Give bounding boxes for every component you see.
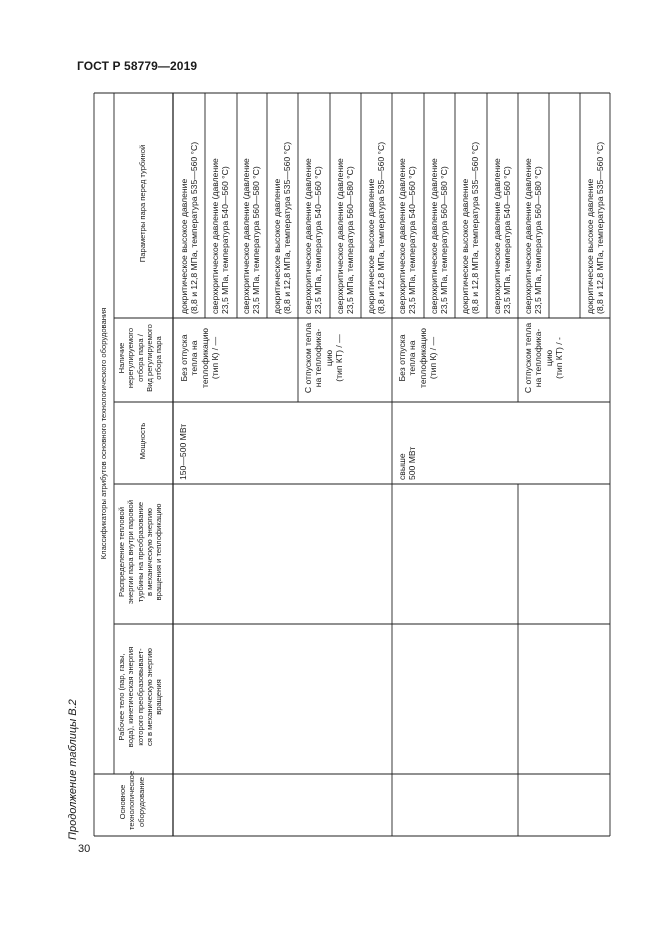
table-caption: Продолжение таблицы В.2: [67, 699, 79, 840]
param-cell: сверхкритическое давление (давление 23,5 МПа, температура 540—560 °С): [397, 158, 418, 314]
param-cell: докритическое высокое давление (8,8 и 12,8 МПа, температура 535—560 °С): [179, 141, 200, 314]
param-cell: сверхкритическое давление (давление 23,5 МПа, температура 540—560 °С): [303, 158, 324, 314]
extraction-cell-4: С отпуском тепла на теплофика- цию (тип КТ) / -: [523, 322, 564, 394]
param-cell: докритическое высокое давление (8,8 и 12,8 МПа, температура 535—560 °С): [460, 141, 481, 314]
param-cell: сверхкритическое давление (давление 23,5 МПа, температура 540—560 °С): [492, 158, 513, 314]
col-header-extraction: Наличие нерегулируемого отбора пара / Вид регулируемого отбора пара: [117, 324, 163, 392]
col-header-working-body: Рабочее тело (пар, газы, вода), кинетическая энергия которого преобразовывает- ся в механическую энергию вращения: [117, 646, 163, 748]
param-cell: сверхкритическое давление (давление 23,5 МПа, температура 560—580 °С): [241, 158, 262, 314]
col-header-equipment: Основное технологическое оборудование: [118, 770, 146, 830]
group-header: Классификаторы атрибутов основного технологического оборудования: [99, 307, 108, 560]
param-cell: докритическое высокое давление (8,8 и 12,8 МПа, температура 535—560 °С): [366, 141, 387, 314]
param-cell: сверхкритическое давление (давление 23,5 МПа, температура 560—580 °С): [335, 158, 356, 314]
param-cell: докритическое высокое давление (8,8 и 12,8 МПа, температура 535—560 °С): [272, 141, 293, 314]
extraction-cell-3: Без отпуска тепла на теплофикацию (тип К) / —: [397, 328, 438, 388]
param-cell: сверхкритическое давление (давление 23,5 МПа, температура 560—580 °С): [523, 158, 544, 314]
param-cell: докритическое высокое давление (8,8 и 12,8 МПа, температура 535—560 °С): [585, 141, 606, 314]
power-cell-1: 150—500 МВт: [178, 423, 188, 480]
document-standard-number: ГОСТ Р 58779—2019: [77, 59, 198, 73]
col-header-distribution: Распределение тепловой энергии пара внутри паровой турбины на преобразование в механическую энергию вращения и теплофикацию: [117, 499, 163, 605]
param-cell: сверхкритическое давление (давление 23,5 МПа, температура 560—580 °С): [429, 158, 450, 314]
param-cell: сверхкритическое давление (давление 23,5 МПа, температура 540—560 °С): [210, 158, 231, 314]
extraction-cell-2: С отпуском тепла на теплофика- цию (тип КТ) / —: [303, 322, 344, 394]
col-header-power: Мощность: [138, 422, 147, 460]
extraction-cell-1: Без отпуска тепла на теплофикацию (тип К) / —: [179, 328, 220, 388]
power-cell-2: свыше 500 МВт: [397, 446, 418, 480]
col-header-parameters: Параметры пара перед турбиной: [138, 144, 147, 263]
page-number: 30: [78, 843, 91, 855]
